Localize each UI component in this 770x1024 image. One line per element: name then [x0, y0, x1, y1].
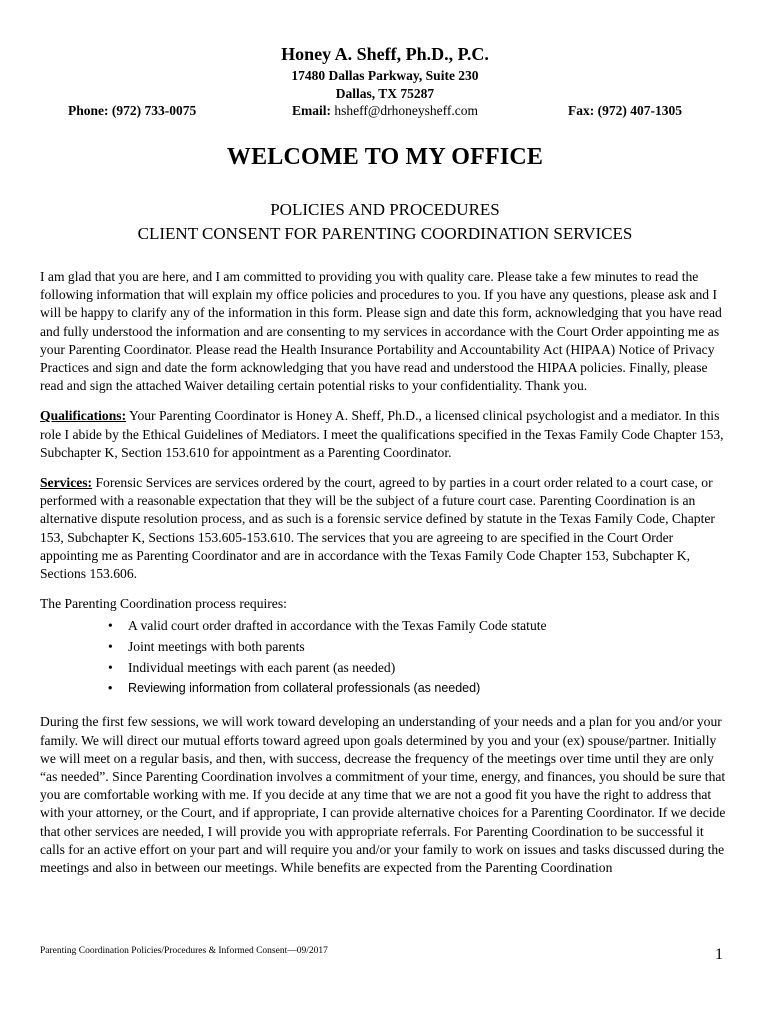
practice-name: Honey A. Sheff, Ph.D., P.C. [281, 44, 489, 64]
address-line-1: 17480 Dallas Parkway, Suite 230 [291, 68, 479, 83]
list-item: • Joint meetings with both parents [128, 636, 730, 657]
document-body [40, 268, 730, 889]
email-label: Email: [292, 103, 332, 118]
page-title: WELCOME TO MY OFFICE [226, 144, 544, 170]
subtitle-policies: POLICIES AND PROCEDURES [270, 200, 500, 219]
qualifications-paragraph [40, 407, 730, 462]
list-item: • A valid court order drafted in accordance with the Texas Family Code statute [128, 615, 730, 636]
list-item: • Reviewing information from collateral professionals (as needed) [128, 678, 730, 699]
phone-number: Phone: (972) 733-0075 [68, 103, 197, 118]
intro-paragraph: I am glad that you are here, and I am committed to providing you with quality care. Please take a few minutes to read the following information that will explain my office policies and procedures to you. If you have any questions, please ask and I will be happy to clarify any of the information in this form. Please sign and date this form, acknowledging that you have read and fully understood the information and are consenting to my services in accordance with the Court Order appointing me as your Parenting Coordinator. Please read the Health Insurance Portability and Accountability Act (HIPAA) Notice of Privacy Practices and sign and date the form acknowledging that you have read and understood the HIPAA policies. Finally, please read and sign the attached Waiver detailing certain potential risks to your confidentiality. Thank you. [40, 269, 722, 394]
address-line-2: Dallas, TX 75287 [335, 86, 435, 101]
page-number: 1 [715, 946, 723, 963]
sessions-paragraph: During the first few sessions, we will work toward developing an understanding of your needs and a plan for you and/or your family. We will direct our mutual efforts toward agreed upon goals determined by you and your (ex) spouse/partner. Initially we will meet on a regular basis, and then, with success, decrease the frequency of the meetings over time until they are only “as needed”. Since Parenting Coordination involves a commitment of your time, energy, and finances, you should be sure that you are comfortable working with me. If you decide at any time that we are not a good fit you have the right to address that with your attorney, or the Court, and if appropriate, I can provide alternative choices for a Parenting Coordinator. If we decide that other services are needed, I will provide you with appropriate referrals. For Parenting Coordination to be successful it calls for an active effort on your part and will require you and/or your family to work on issues and tasks discussed during the meetings and also in between our meetings. While benefits are expected from the Parenting Coordination [40, 714, 726, 876]
email-address: hsheff@drhoneysheff.com [334, 103, 478, 118]
subtitle-consent: CLIENT CONSENT FOR PARENTING COORDINATION SERVICES [137, 224, 633, 243]
fax-number: Fax: (972) 407-1305 [568, 103, 682, 118]
process-intro: The Parenting Coordination process requires: [40, 596, 287, 612]
services-label: Services: [40, 475, 93, 491]
qualifications-label: Qualifications: [40, 408, 127, 424]
process-requirements-list [40, 615, 730, 699]
qualifications-text: Your Parenting Coordinator is Honey A. Sheff, Ph.D., a licensed clinical psychologist and a mediator. In this role I abide by the Ethical Guidelines of Mediators. I meet the qualifications specified in the Texas Family Code Chapter 153, Subchapter K, Section 153.610 for appointment as a Parenting Coordinator. [40, 408, 724, 460]
services-paragraph [40, 474, 730, 583]
page-footer: Parenting Coordination Policies/Procedures & Informed Consent—09/2017 [40, 946, 328, 956]
services-text: Forensic Services are services ordered by the court, agreed to by parties in a court order related to a court case, or performed with a reasonable expectation that they will be the subject of a future court case. Parenting Coordination is an alternative dispute resolution process, and as such is a forensic service defined by statute in the Texas Family Code, Chapter 153, Subchapter K, Sections 153.605-153.610. The services that you are agreeing to are specified in the Court Order appointing me as Parenting Coordinator and are in accordance with the Texas Family Code Chapter 153, Subchapter K, Sections 153.606. [40, 475, 715, 582]
list-item: • Individual meetings with each parent (as needed) [128, 657, 730, 678]
